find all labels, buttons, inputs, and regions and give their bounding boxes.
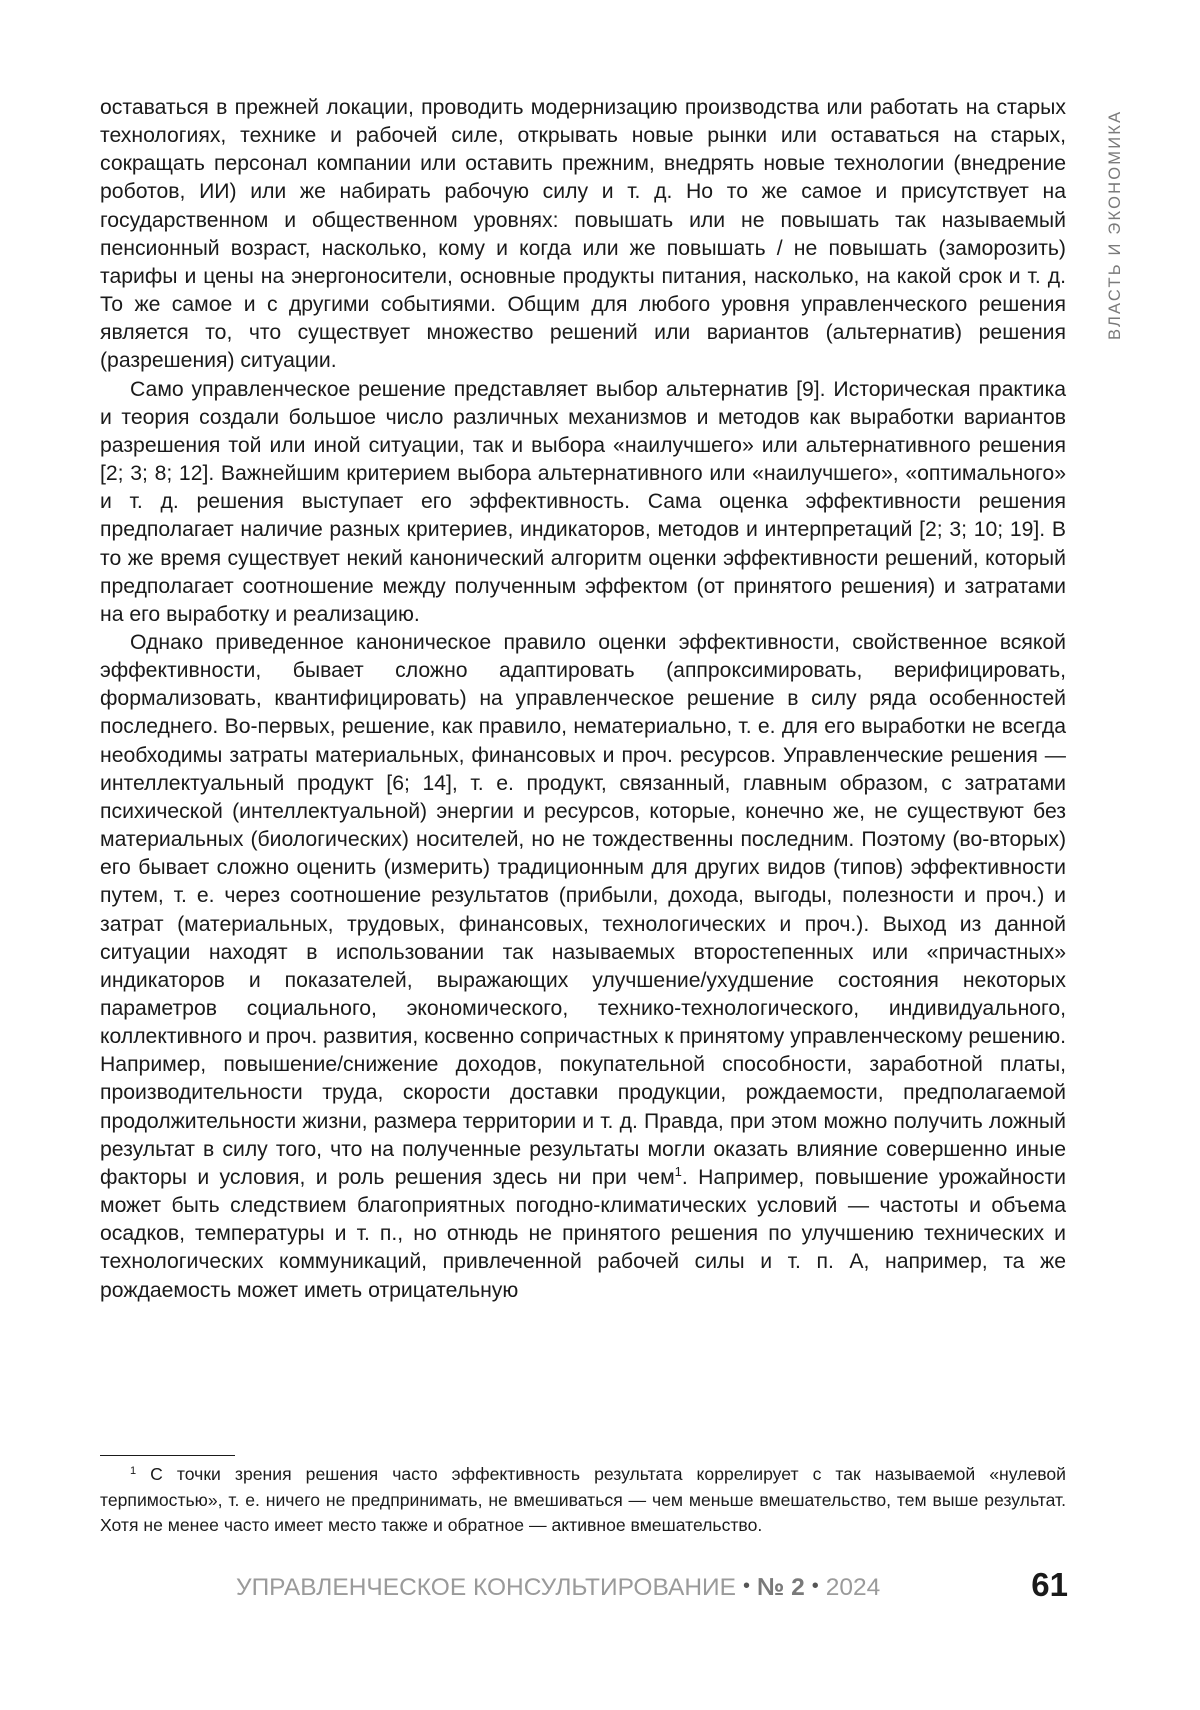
paragraph xyxy=(100,629,1066,1305)
footnote-reference[interactable]: 1 xyxy=(675,1164,682,1179)
page-footer xyxy=(236,1574,880,1614)
paragraph-text: Однако приведенное каноническое правило оценки эффективности, свойственное всякой эффективности, бывает сложно адаптировать (аппроксимировать, верифицировать, формализовать, квантифицировать) на управленческое решение в силу ряда особенностей последнего. Во-первых, решение, как правило, нематериально, т. е. для его выработки не всегда необходимы затраты материальных, финансовых и проч. ресурсов. Управленческие решения — интеллектуальный продукт [6; 14], т. е. продукт, связанный, главным образом, с затратами психической (интеллектуальной) энергии и ресурсов, которые, конечно же, не существуют без материальных (биологических) носителей, но не тождественны последним. Поэтому (во-вторых) его бывает сложно оценить (измерить) традиционным для других видов (типов) эффективности путем, т. е. через соотношение результатов (прибыли, дохода, выгоды, полезности и проч.) и затрат (материальных, трудовых, финансовых, технологических и проч.). Выход из данной ситуации находят в использовании так называемых второстепенных или «причастных» индикаторов и показателей, выражающих улучшение/ухудшение состояния некоторых параметров социального, экономического, технико-технологического, индивидуального, коллективного и проч. развития, косвенно сопричастных к принятому управленческому решению. Например, повышение/снижение доходов, покупательной способности, заработной платы, производительности труда, скорости доставки продукции, рождаемости, предполагаемой продолжительности жизни, размера территории и т. д. Правда, при этом можно получить ложный результат в силу того, что на полученные результаты могли оказать влияние совершенно иные факторы и условия, и роль решения здесь ни при чем xyxy=(100,631,1066,1189)
paragraph: Само управленческое решение представляет выбор альтернатив [9]. Историческая практика и теория создали большое число различных механизмов и методов как выработки вариантов разрешения той или иной ситуации, так и выбора «наилучшего» или альтернативного решения [2; 3; 8; 12]. Важнейшим критерием выбора альтернативного или «наилучшего», «оптимального» и т. д. решения выступает его эффективность. Сама оценка эффективности решения предполагает наличие разных критериев, индикаторов, методов и интерпретаций [2; 3; 10; 19]. В то же время существует некий канонический алгоритм оценки эффективности решений, который предполагает соотношение между полученным эффектом (от принятого решения) и затратами на его выработку и реализацию. xyxy=(100,376,1066,629)
running-header: ВЛАСТЬ И ЭКОНОМИКА xyxy=(1102,100,1128,340)
footer-separator: • xyxy=(743,1575,750,1598)
footnote-marker: 1 xyxy=(130,1465,136,1477)
page-number: 61 xyxy=(1000,1566,1068,1604)
footnote-text: С точки зрения решения часто эффективность результата коррелирует с так называемой «нулевой терпимостью», т. е. ничего не предпринимать, не вмешиваться — чем меньше вмешательство, тем выше результат. Хотя не менее часто имеет место также и обратное — активное вмешательство. xyxy=(100,1464,1066,1535)
article-body xyxy=(100,94,1066,1305)
paragraph-text: . Например, повышение урожайности может быть следствием благоприятных погодно-климатических условий — частоты и объема осадков, температуры и т. п., но отнюдь не принятого решения по улучшению технических и технологических коммуникаций, привлеченной рабочей силы и т. п. А, например, та же рождаемость может иметь отрицательную xyxy=(100,1166,1066,1302)
issue-number: № 2 xyxy=(757,1574,805,1602)
issue-year: 2024 xyxy=(826,1574,881,1602)
footnote-divider xyxy=(100,1455,235,1456)
journal-title: УПРАВЛЕНЧЕСКОЕ КОНСУЛЬТИРОВАНИЕ xyxy=(236,1574,736,1602)
footer-separator: • xyxy=(812,1575,819,1598)
paragraph: оставаться в прежней локации, проводить модернизацию производства или работать на старых технологиях, технике и рабочей силе, открывать новые рынки или оставаться на старых, сокращать персонал компании или оставить прежним, внедрять новые технологии (внедрение роботов, ИИ) или же набирать рабочую силу и т. д. Но то же самое и присутствует на государственном и общественном уровнях: повышать или не повышать так называемый пенсионный возраст, насколько, кому и когда или же повышать / не повышать (заморозить) тарифы и цены на энергоносители, основные продукты питания, насколько, на какой срок и т. д. То же самое и с другими событиями. Общим для любого уровня управленческого решения является то, что существует множество решений или вариантов (альтернатив) решения (разрешения) ситуации. xyxy=(100,94,1066,376)
footnote xyxy=(100,1462,1066,1539)
